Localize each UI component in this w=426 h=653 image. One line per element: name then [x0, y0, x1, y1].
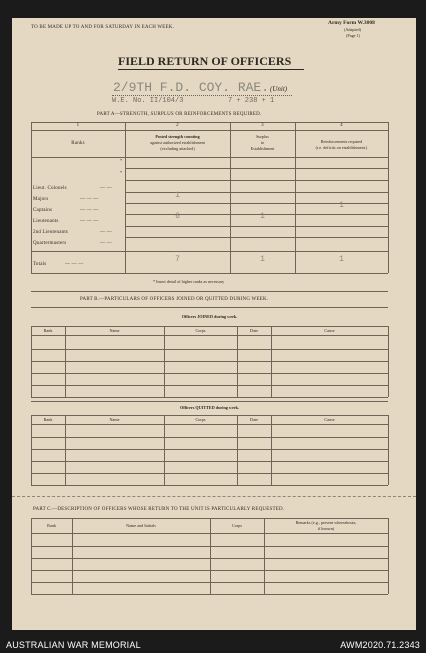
part-a-row-rule — [125, 168, 388, 169]
form-id: Army Form W.3008 — [328, 20, 375, 26]
rank-label: Quartermasters — [33, 241, 67, 246]
posted-header-line3: (excluding attached) — [160, 146, 195, 151]
rank-label: 2nd Lieutenants — [33, 230, 69, 235]
table-border — [388, 518, 389, 594]
rank-leader-dots: — — — [100, 186, 112, 191]
reinf-header-line2: (i.e. deficits on establishment.) — [315, 145, 368, 150]
part-b-top-rule — [31, 291, 388, 292]
we-number: W.E. No. II/104/3 — [112, 97, 184, 105]
rank-label: Captains — [33, 208, 53, 213]
table-col-divider — [65, 415, 66, 485]
col-number-2: 2 — [176, 123, 179, 128]
table-col-divider — [237, 415, 238, 485]
quitted-title: Officers QUITTED during week. — [179, 405, 240, 410]
part-a-col-number-rule — [31, 130, 388, 131]
table-border — [388, 326, 389, 397]
part-b-title: PART B.—PARTICULARS OF OFFICERS JOINED OR QUITTED DURING WEEK. — [80, 297, 269, 302]
fold-line — [12, 496, 416, 497]
rank-label: Lieutenants — [33, 219, 59, 224]
col-date: Date — [250, 417, 258, 422]
rank-label: Lieut. Colonels — [33, 186, 67, 191]
unit-typed: 2/9TH F.D. COY. RAE. — [113, 80, 270, 95]
rank-leader-dots: — — — — [80, 197, 99, 202]
part-a-row-rule — [125, 180, 388, 181]
unit-label: (Unit) — [270, 85, 288, 93]
col-rank: Rank — [43, 417, 53, 422]
table-rule — [31, 397, 388, 398]
col-rank: Rank — [43, 328, 53, 333]
accession-number: AWM2020.71.2343 — [340, 640, 420, 650]
majors-reinforcements: 1 — [339, 201, 344, 210]
col-remarks-line2: if known) — [317, 526, 335, 531]
section-rule — [31, 401, 388, 402]
table-rule — [31, 461, 388, 462]
table-col-divider — [210, 518, 211, 594]
table-rule — [31, 424, 388, 425]
part-a-bottom-rule — [31, 273, 388, 274]
archive-caption: AUSTRALIAN WAR MEMORIAL — [6, 640, 141, 650]
table-col-divider — [164, 415, 165, 485]
posted-header-line1: Posted strength counting — [155, 134, 200, 139]
ranks-header: Ranks — [71, 141, 85, 146]
col-cause: Cause — [324, 417, 335, 422]
table-col-divider — [237, 326, 238, 397]
rank-leader-dots: — — — — [80, 219, 99, 224]
table-col-divider — [164, 326, 165, 397]
col-date: Date — [250, 328, 258, 333]
col-remarks-line1: Remarks (e.g., present whereabouts, — [295, 520, 357, 525]
table-rule — [31, 449, 388, 450]
table-rule — [31, 373, 388, 374]
table-rule — [31, 437, 388, 438]
totals-posted: 7 — [175, 255, 180, 264]
part-c-title: PART C.—DESCRIPTION OF OFFICERS WHOSE RETURN TO THE UNIT IS PARTICULARLY REQUESTED. — [33, 507, 285, 512]
table-col-divider — [271, 326, 272, 397]
col-corps: Corps — [195, 328, 206, 333]
lieutenants-surplus: 1 — [260, 212, 265, 221]
header-note: TO BE MADE UP TO AND FOR SATURDAY IN EACH WEEK. — [31, 25, 175, 30]
part-a-totals-rule — [31, 251, 388, 252]
rank-label: Majors — [33, 197, 49, 202]
col-name: Name — [109, 417, 120, 422]
table-rule — [31, 485, 388, 486]
table-border — [31, 518, 32, 594]
form-title: FIELD RETURN OF OFFICERS — [118, 54, 292, 68]
part-a-row-rule — [125, 237, 388, 238]
table-rule — [31, 326, 388, 327]
table-rule — [31, 349, 388, 350]
part-a-border — [388, 122, 389, 273]
table-border — [31, 415, 32, 485]
part-b-title-rule — [31, 307, 388, 308]
col-number-4: 4 — [340, 123, 343, 128]
surplus-header-line2: to — [260, 140, 265, 145]
surplus-header-line3: Establishment — [250, 146, 275, 151]
part-a-header-rule — [31, 157, 388, 158]
table-rule — [31, 473, 388, 474]
col-rank: Rank — [47, 523, 56, 528]
totals-label: Totals — [33, 262, 47, 267]
joined-title: Officers JOINED during week. — [181, 314, 238, 319]
table-rule — [31, 361, 388, 362]
table-col-divider — [271, 415, 272, 485]
posted-header-line2: against authorized establishment — [150, 140, 205, 145]
part-a-row-rule — [125, 226, 388, 227]
form-adapted: (Adapted) — [344, 27, 361, 32]
rank-leader-dots: — — — [100, 241, 112, 246]
part-a-title: PART A—STRENGTH, SURPLUS OR REINFORCEMENTS REQUIRED. — [97, 112, 262, 117]
surplus-header-line1: Surplus — [256, 134, 269, 139]
col-number-1: 1 — [76, 123, 80, 128]
asterisk-mark: * — [120, 158, 123, 163]
table-border — [388, 415, 389, 485]
col-name: Name — [109, 328, 120, 333]
table-rule — [31, 415, 388, 416]
title-underline — [118, 69, 304, 70]
strength-typed: 7 + 238 + 1 — [228, 97, 275, 105]
table-rule — [31, 335, 388, 336]
unit-line — [112, 95, 292, 96]
totals-surplus: 1 — [260, 255, 265, 264]
col-corps: Corps — [195, 417, 206, 422]
col-corps: Corps — [231, 523, 242, 528]
table-rule — [31, 385, 388, 386]
form-page-number: (Page 1) — [346, 33, 361, 38]
totals-leader-dots: — — — — [65, 262, 84, 267]
reinf-header-line1: Reinforcements required — [320, 139, 363, 144]
footnote: * Insert detail of higher ranks as necessary — [153, 279, 225, 284]
table-border — [31, 326, 32, 397]
col-name-initials: Name and Initials — [126, 523, 156, 528]
majors-posted: 1 — [175, 191, 180, 200]
col-cause: Cause — [324, 328, 335, 333]
asterisk-mark: * — [120, 170, 123, 175]
table-col-divider — [65, 326, 66, 397]
rank-leader-dots: — — — [100, 230, 112, 235]
table-col-divider — [72, 518, 73, 594]
table-rule — [31, 594, 388, 595]
rank-leader-dots: — — — — [80, 208, 99, 213]
lieutenants-posted: 6 — [175, 212, 180, 221]
col-number-3: 3 — [261, 123, 264, 128]
totals-reinforcements: 1 — [339, 255, 344, 264]
